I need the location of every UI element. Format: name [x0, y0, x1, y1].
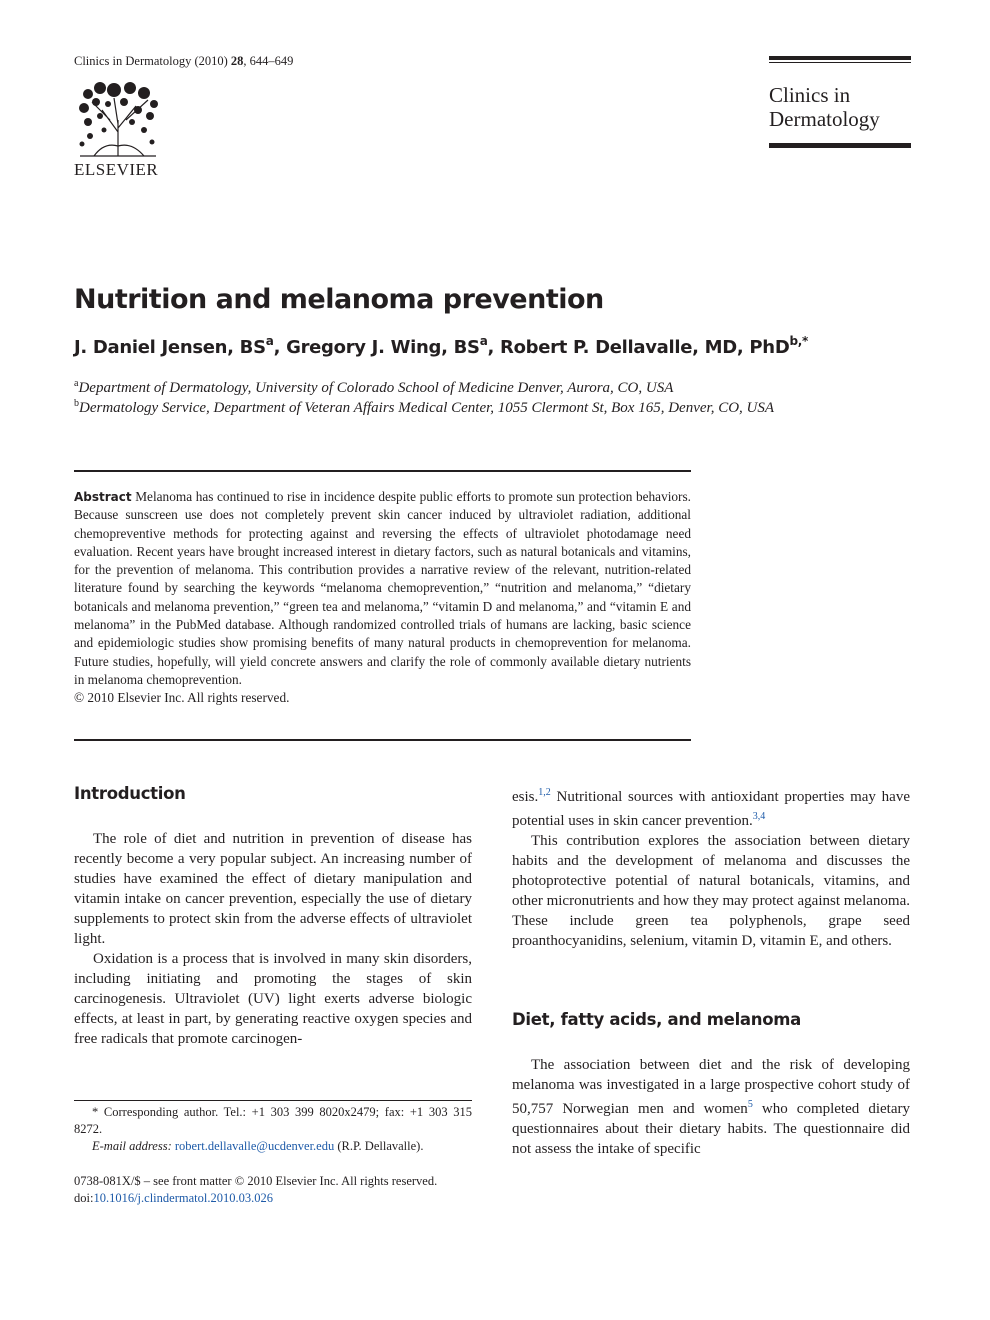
doi-line: [74, 1190, 472, 1207]
right-column-body-2: [512, 1055, 910, 1159]
author-separator: ,: [487, 337, 501, 358]
reference-link[interactable]: 3,4: [752, 811, 766, 822]
affiliation-sup: b: [74, 398, 79, 409]
journal-citation: [74, 54, 293, 69]
elsevier-tree-icon: [74, 80, 162, 158]
footnote-front-matter: [74, 1173, 472, 1207]
brand-rule-top: [769, 56, 911, 60]
text-run: who completed dietary questionnaires about their dietary habits. The questionnaire did not assess the intake of specific: [512, 1101, 910, 1157]
paragraph: The role of diet and nutrition in prevention of disease has recently become a very popular subject. An increasing number of studies have examined the effect of dietary manipulation and vitamin intake on cancer prevention, especially the use of dietary supplements to protect skin from the adverse effects of ultraviolet light.: [74, 831, 472, 947]
author: J. Daniel Jensen, BS: [74, 337, 266, 358]
email-suffix: (R.P. Dellavalle).: [334, 1139, 424, 1153]
journal-name: [769, 83, 911, 131]
brand-rule-bottom: [769, 144, 911, 148]
doi-link[interactable]: 10.1016/j.clindermatol.2010.03.026: [93, 1191, 273, 1205]
text-run: Nutritional sources with antioxidant properties may have potential uses in skin cancer prevention.: [512, 789, 910, 829]
citation-pages: , 644–649: [243, 54, 294, 68]
right-column-body: [512, 783, 910, 951]
doi-label: doi:: [74, 1191, 94, 1205]
citation-prefix: Clinics in Dermatology (2010): [74, 54, 231, 68]
author-separator: ,: [273, 337, 287, 358]
author: Gregory J. Wing, BS: [286, 337, 480, 358]
citation-volume: 28: [230, 54, 244, 68]
paragraph: [512, 1055, 910, 1159]
publisher-name: ELSEVIER: [74, 160, 159, 179]
abstract-copyright: © 2010 Elsevier Inc. All rights reserved.: [74, 690, 290, 706]
article-title: Nutrition and melanoma prevention: [74, 284, 604, 315]
email-link[interactable]: robert.dellavalle@ucdenver.edu: [174, 1139, 335, 1153]
reference-link[interactable]: 5: [747, 1099, 753, 1110]
text-run: The association between diet and the risk of developing melanoma was investigated in a large prospective cohort study of 50,757 Norwegian men and women: [512, 1057, 910, 1117]
footnote-corresponding: [74, 1104, 472, 1155]
affiliation: [74, 378, 673, 397]
reference-link[interactable]: 1,2: [538, 787, 551, 798]
abstract: [74, 488, 691, 708]
author-affiliation-sup[interactable]: a: [265, 334, 274, 348]
abstract-rule-top: [74, 470, 691, 472]
author-affiliation-sup[interactable]: a: [479, 334, 488, 348]
author: Robert P. Dellavalle, MD, PhD: [500, 337, 790, 358]
affiliation: [74, 398, 774, 417]
affiliation-text: Dermatology Service, Department of Veteran Affairs Medical Center, 1055 Clermont St, Box 165, Denver, CO, USA: [79, 400, 775, 416]
journal-name-line1: Clinics in: [769, 83, 851, 107]
journal-name-line2: Dermatology: [769, 107, 880, 131]
paragraph-continued: [512, 783, 910, 831]
email-label: E-mail address:: [92, 1139, 175, 1153]
abstract-text: Melanoma has continued to rise in incidence despite public efforts to promote sun protection behaviors. Because sunscreen use does not completely prevent skin cancer induced by ultraviolet radiation, additional chemopreventive methods for protecting against and reversing the effects of ultraviolet photodamage need evaluation. Recent years have brought increased interest in dietary factors, such as natural botanicals and vitamins, for the prevention of melanoma. This contribution provides a narrative review of the relevant, nutrition-related literature found by searching the keywords “melanoma chemoprevention,” “nutrition and melanoma,” “dietary botanicals and melanoma prevention,” “green tea and melanoma,” “vitamin D and melanoma,” and “vitamin E and melanoma” in the PubMed database. Although randomized controlled trials of humans are lacking, basic science and epidemiologic studies show promising benefits of many natural products in chemoprevention for melanoma. Future studies, hopefully, will yield concrete answers and clarify the role of commonly available dietary nutrients in melanoma chemoprevention.: [74, 489, 691, 687]
elsevier-logo: [74, 80, 166, 180]
author-affiliation-sup[interactable]: b,*: [789, 334, 808, 348]
affiliation-text: Department of Dermatology, University of Colorado School of Medicine Denver, Aurora, CO, USA: [78, 380, 674, 396]
abstract-label: Abstract: [74, 490, 132, 504]
footnote-rule: [74, 1100, 472, 1101]
journal-brand: [769, 56, 911, 148]
affiliation-sup: a: [74, 378, 79, 389]
text-run: esis.: [512, 789, 539, 805]
paragraph: Oxidation is a process that is involved in many skin disorders, including initiating and promoting the stages of skin carcinogenesis. Ultraviolet (UV) light exerts adverse biologic effects, at least in part, by generating reactive oxygen species and free radicals that promote carcinogen-: [74, 951, 472, 1047]
author-list: [74, 334, 808, 358]
section-heading-diet: Diet, fatty acids, and melanoma: [512, 1010, 801, 1029]
email-line: [74, 1138, 472, 1155]
section-heading-introduction: Introduction: [74, 784, 186, 803]
left-column-body: [74, 829, 472, 1049]
abstract-rule-bottom: [74, 739, 691, 741]
issn-line: 0738-081X/$ – see front matter © 2010 Elsevier Inc. All rights reserved.: [74, 1174, 438, 1188]
paragraph: This contribution explores the association between dietary habits and the development of melanoma and discusses the photoprotective potential of natural botanicals, vitamins, and other micronutrients and how they may protect against melanoma. These include green tea polyphenols, grape seed proanthocyanidins, selenium, vitamin D, vitamin E, and others.: [512, 833, 910, 949]
corresponding-author: * Corresponding author. Tel.: +1 303 399 8020x2479; fax: +1 303 315 8272.: [74, 1105, 472, 1136]
brand-rule-top-thin: [769, 62, 911, 63]
